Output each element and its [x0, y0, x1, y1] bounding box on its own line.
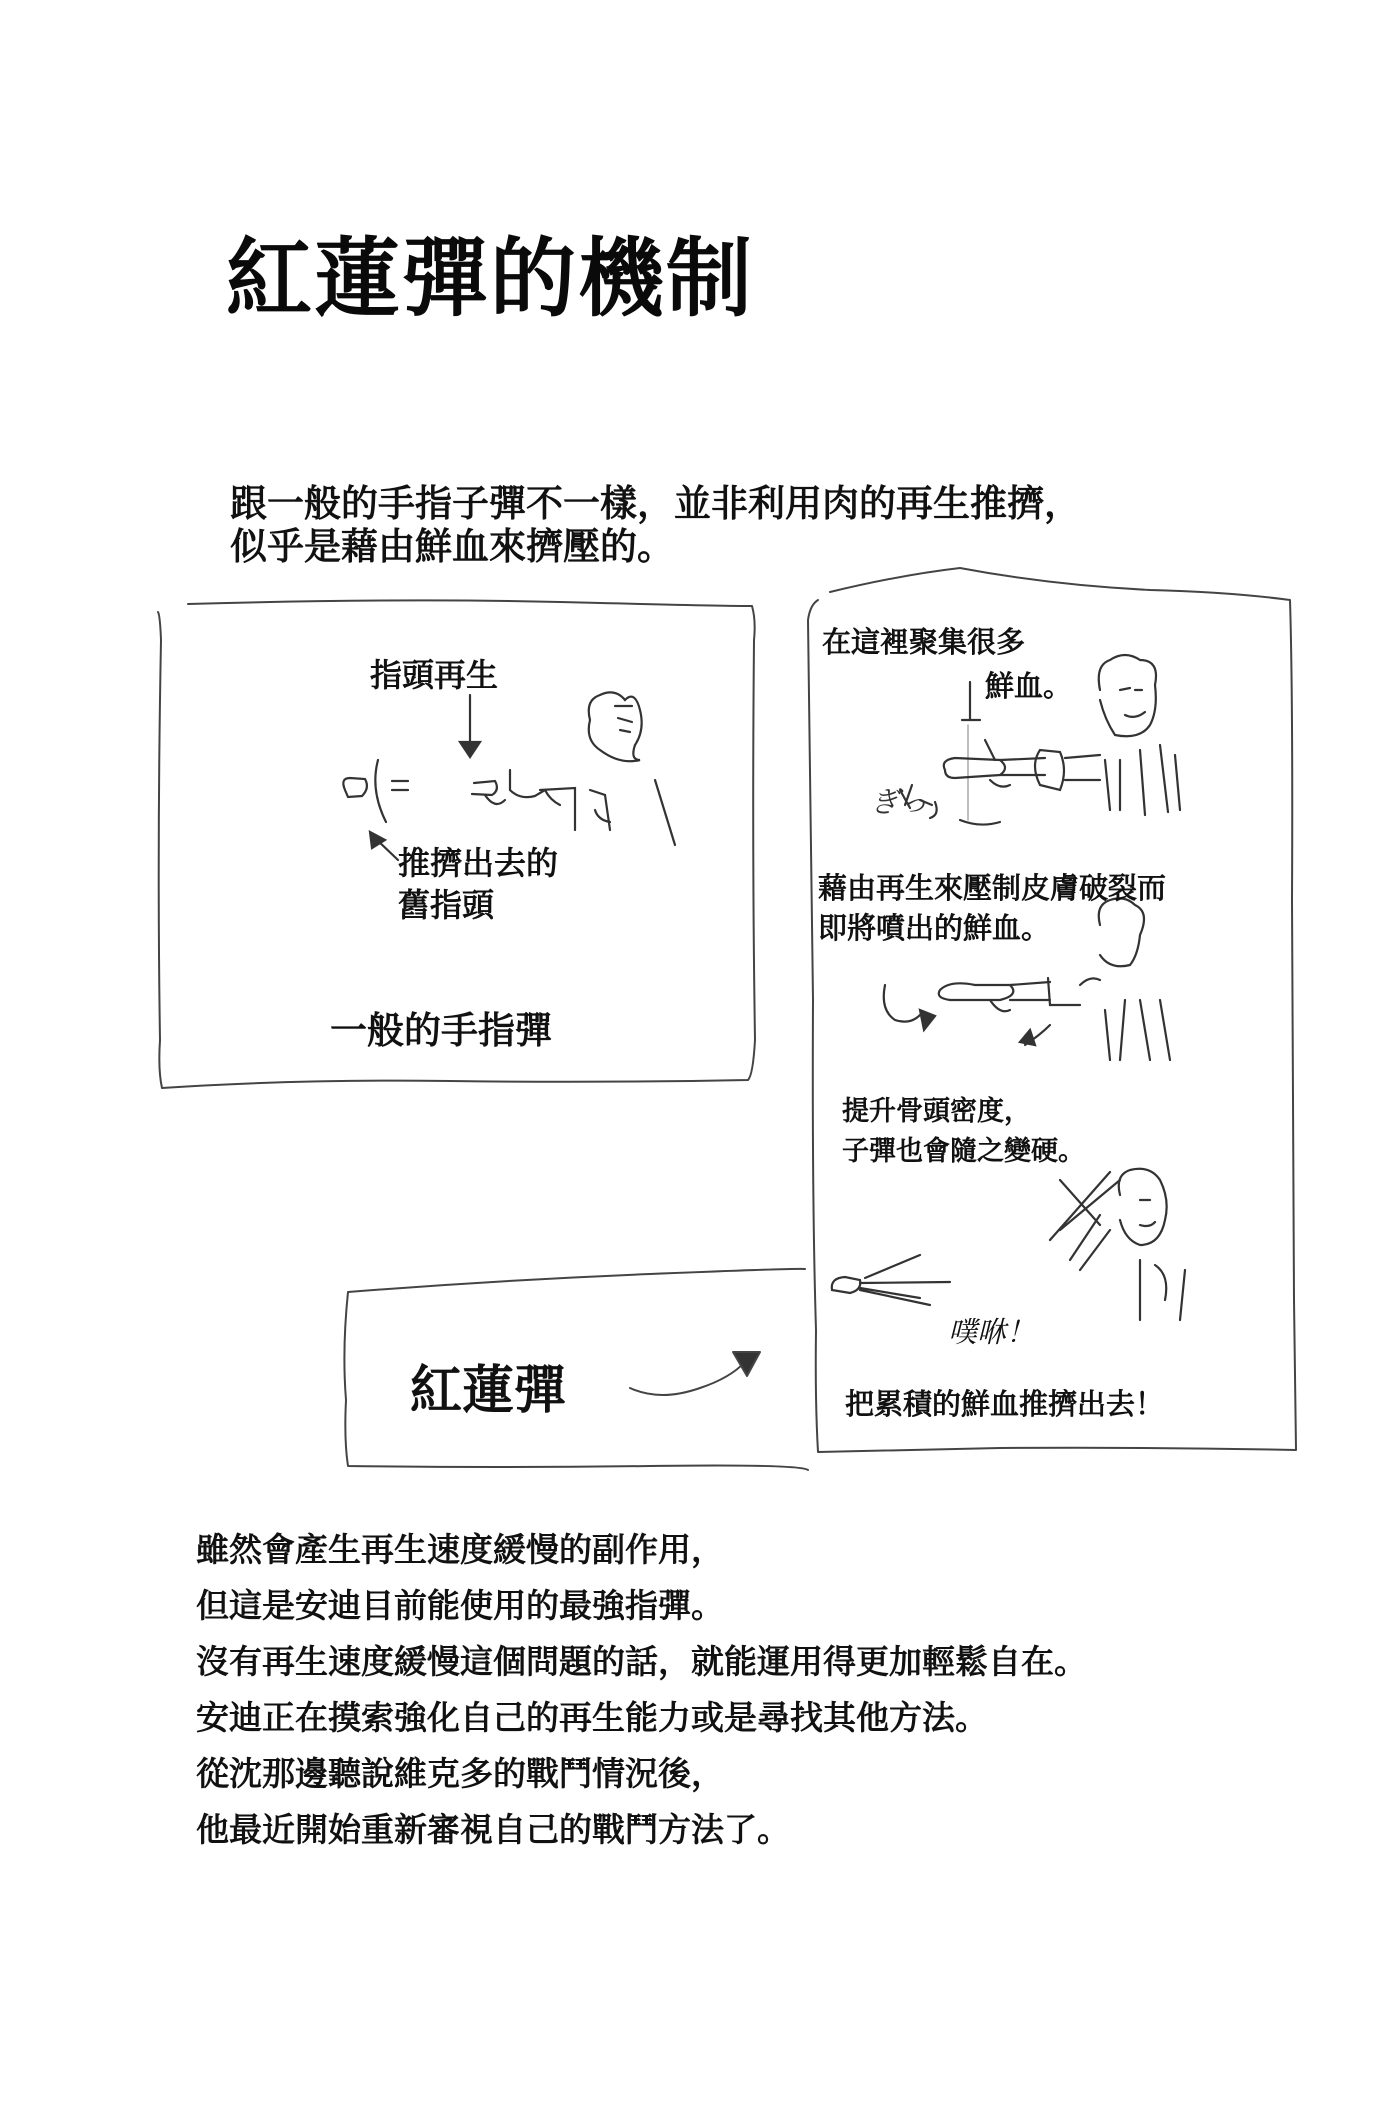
pushed-label-line: 舊指頭 — [398, 886, 495, 924]
suppress-label-line: 即將噴出的鮮血。 — [818, 911, 1051, 945]
regen-label: 指頭再生 — [370, 656, 499, 694]
push-blood-label: 把累積的鮮血推擠出去！ — [845, 1387, 1165, 1421]
outro-line: 從沈那邊聽說維克多的戰鬥情況後， — [196, 1754, 724, 1793]
sfx-squeeze: ぎっ — [870, 785, 929, 819]
intro-line: 似乎是藉由鮮血來擠壓的。 — [230, 525, 674, 568]
outro-line: 但這是安迪目前能使用的最強指彈。 — [196, 1586, 724, 1625]
normal-finger-caption: 一般的手指彈 — [330, 1009, 552, 1052]
bone-label-line: 子彈也會隨之變硬。 — [842, 1136, 1085, 1167]
outro-line: 雖然會產生再生速度緩慢的副作用， — [196, 1530, 724, 1569]
outro-line: 他最近開始重新審視自己的戰鬥方法了。 — [196, 1810, 790, 1849]
sfx-shot: 噗咻！ — [948, 1315, 1036, 1349]
outro-text — [196, 1522, 1087, 1858]
pushed-label-line: 推擠出去的 — [398, 844, 559, 882]
outro-line: 安迪正在摸索強化自己的再生能力或是尋找其他方法。 — [196, 1698, 988, 1737]
outro-line: 沒有再生速度緩慢這個問題的話，就能運用得更加輕鬆自在。 — [196, 1642, 1087, 1681]
bone-label — [842, 1092, 1085, 1172]
suppress-label-line: 藉由再生來壓制皮膚破裂而 — [818, 871, 1167, 905]
gather-label-line2: 鮮血。 — [985, 669, 1073, 703]
page-title: 紅蓮彈的機制 — [226, 228, 754, 329]
intro-line: 跟一般的手指子彈不一樣，並非利用肉的再生推擠， — [230, 482, 1081, 525]
gather-label-line1: 在這裡聚集很多 — [822, 625, 1026, 659]
suppress-label — [818, 868, 1166, 948]
sketch-normal-finger — [343, 692, 675, 860]
arrow-to-panel — [630, 1362, 745, 1395]
sketch-fire — [832, 1169, 1185, 1320]
crimson-bullet-name: 紅蓮彈 — [410, 1361, 567, 1421]
bone-label-line: 提升骨頭密度， — [842, 1096, 1031, 1127]
pushed-label — [398, 842, 558, 926]
